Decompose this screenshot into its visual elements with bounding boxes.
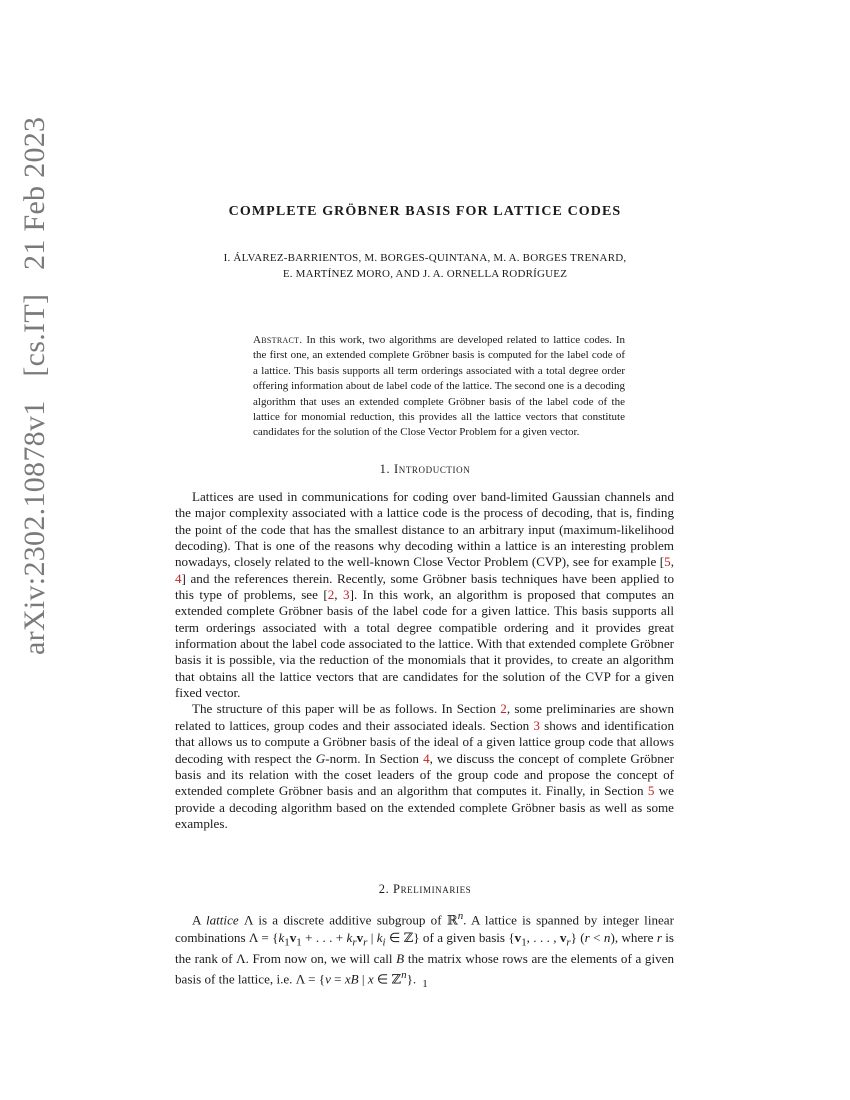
section-link[interactable]: 5 (647, 783, 655, 799)
page-number: 1 (422, 978, 428, 990)
arxiv-stamp (18, 35, 52, 655)
paragraph: The structure of this paper will be as follows. In Section 2, some preliminaries are shown related to lattices, group codes and their associated ideals. Section 3 shows and identification that allows us to compute a Gröbner basis of the ideal of a given lattice group code that allows decoding with respect the G-norm. In Section 4, we discuss the concept of complete Gröbner basis and its relation with the coset leaders of the group code and propose the concept of extended complete Gröbner basis and an algorithm that computes it. Finally, in Section 5 we provide a decoding algorithm based on the extended complete Gröbner basis as well as some examples. (175, 701, 675, 831)
section-title: Preliminaries (393, 882, 472, 896)
abstract-label: Abstract. (253, 334, 303, 346)
defined-term: lattice (205, 912, 239, 928)
section-link[interactable]: 4 (423, 750, 430, 766)
paper-title: COMPLETE GRÖBNER BASIS FOR LATTICE CODES (228, 204, 622, 219)
author-list (175, 250, 675, 282)
section-link[interactable]: 2 (500, 701, 507, 717)
paragraph: A lattice Λ is a discrete additive subgroup of ℝ$^n$. A lattice is spanned by integer linear combinations $\Lambda = \{k_1v_1$ + . . . + $k_rv_r$ | $k_i$ ∈ ℤ} of a given basis {$v_1$, . . . , $v_r$} (r < n), where r is the rank of Λ. From now on, we will call B the matrix whose rows are the elements of a given basis of the lattice, i.e. Λ = {v = xB | x ∈ ℤ$^n$}. (175, 910, 675, 988)
section-number: 1. (379, 462, 391, 476)
arxiv-category: [cs.IT] (18, 293, 51, 377)
section-title: Introduction (393, 462, 471, 476)
section-heading-preliminaries (175, 882, 675, 897)
citation-link[interactable]: 2 (327, 587, 335, 603)
citation-link[interactable]: 4 (175, 570, 182, 586)
preliminaries-body (175, 908, 674, 989)
abstract-text: In this work, two algorithms are developed related to lattice codes. In the first one, an extended complete Gröbner basis is computed for the label code of a lattice. This basis supports all term orderings associated with a total degree order offering information about de label code of the lattice. The second one is a decoding algorithm that uses an extended complete Gröbner basis of the label code of the lattice for monomial reduction, this provides all the lattice vectors that constitute candidates for the solution of the Close Vector Problem for a given vector. (253, 334, 626, 439)
introduction-body (175, 489, 674, 832)
author-line-1: I. ÁLVAREZ-BARRIENTOS, M. BORGES-QUINTANA, M. A. BORGES TRENARD, (223, 252, 627, 264)
abstract (253, 333, 625, 441)
arxiv-id: arXiv:2302.10878v1 (18, 400, 51, 655)
citation-link[interactable]: 3 (343, 587, 350, 603)
author-line-2: E. MARTÍNEZ MORO, AND J. A. ORNELLA RODRÍGUEZ (282, 268, 568, 280)
arxiv-date: 21 Feb 2023 (18, 116, 51, 270)
section-heading-introduction (175, 462, 675, 477)
section-number: 2. (378, 882, 390, 896)
paragraph: Lattices are used in communications for coding over band-limited Gaussian channels and the major complexity associated with a lattice code is the process of decoding, that is, finding the point of the code that has the smallest distance to an arbitrary input (maximum-likelihood decoding). That is one of the reasons why decoding within a lattice is an interesting problem nowadays, closely related to the well-known Close Vector Problem (CVP), see for example [5, 4] and the references therein. Recently, some Gröbner basis techniques have been applied to this type of problems, see [2, 3]. In this work, an algorithm is proposed that computes an extended complete Gröbner basis of the label code for a given lattice. This basis supports all term orderings associated with a total degree compatible ordering and it provides great information about the label code associated to the lattice. With that extended complete Gröbner basis it is possible, via the reduction of the monomials that it provides, to create an algorithm that obtains all the lattice vectors that are candidates for the solution of the CVP for a given fixed vector. (175, 489, 674, 701)
section-link[interactable]: 3 (533, 717, 540, 733)
citation-link[interactable]: 5 (664, 554, 671, 570)
